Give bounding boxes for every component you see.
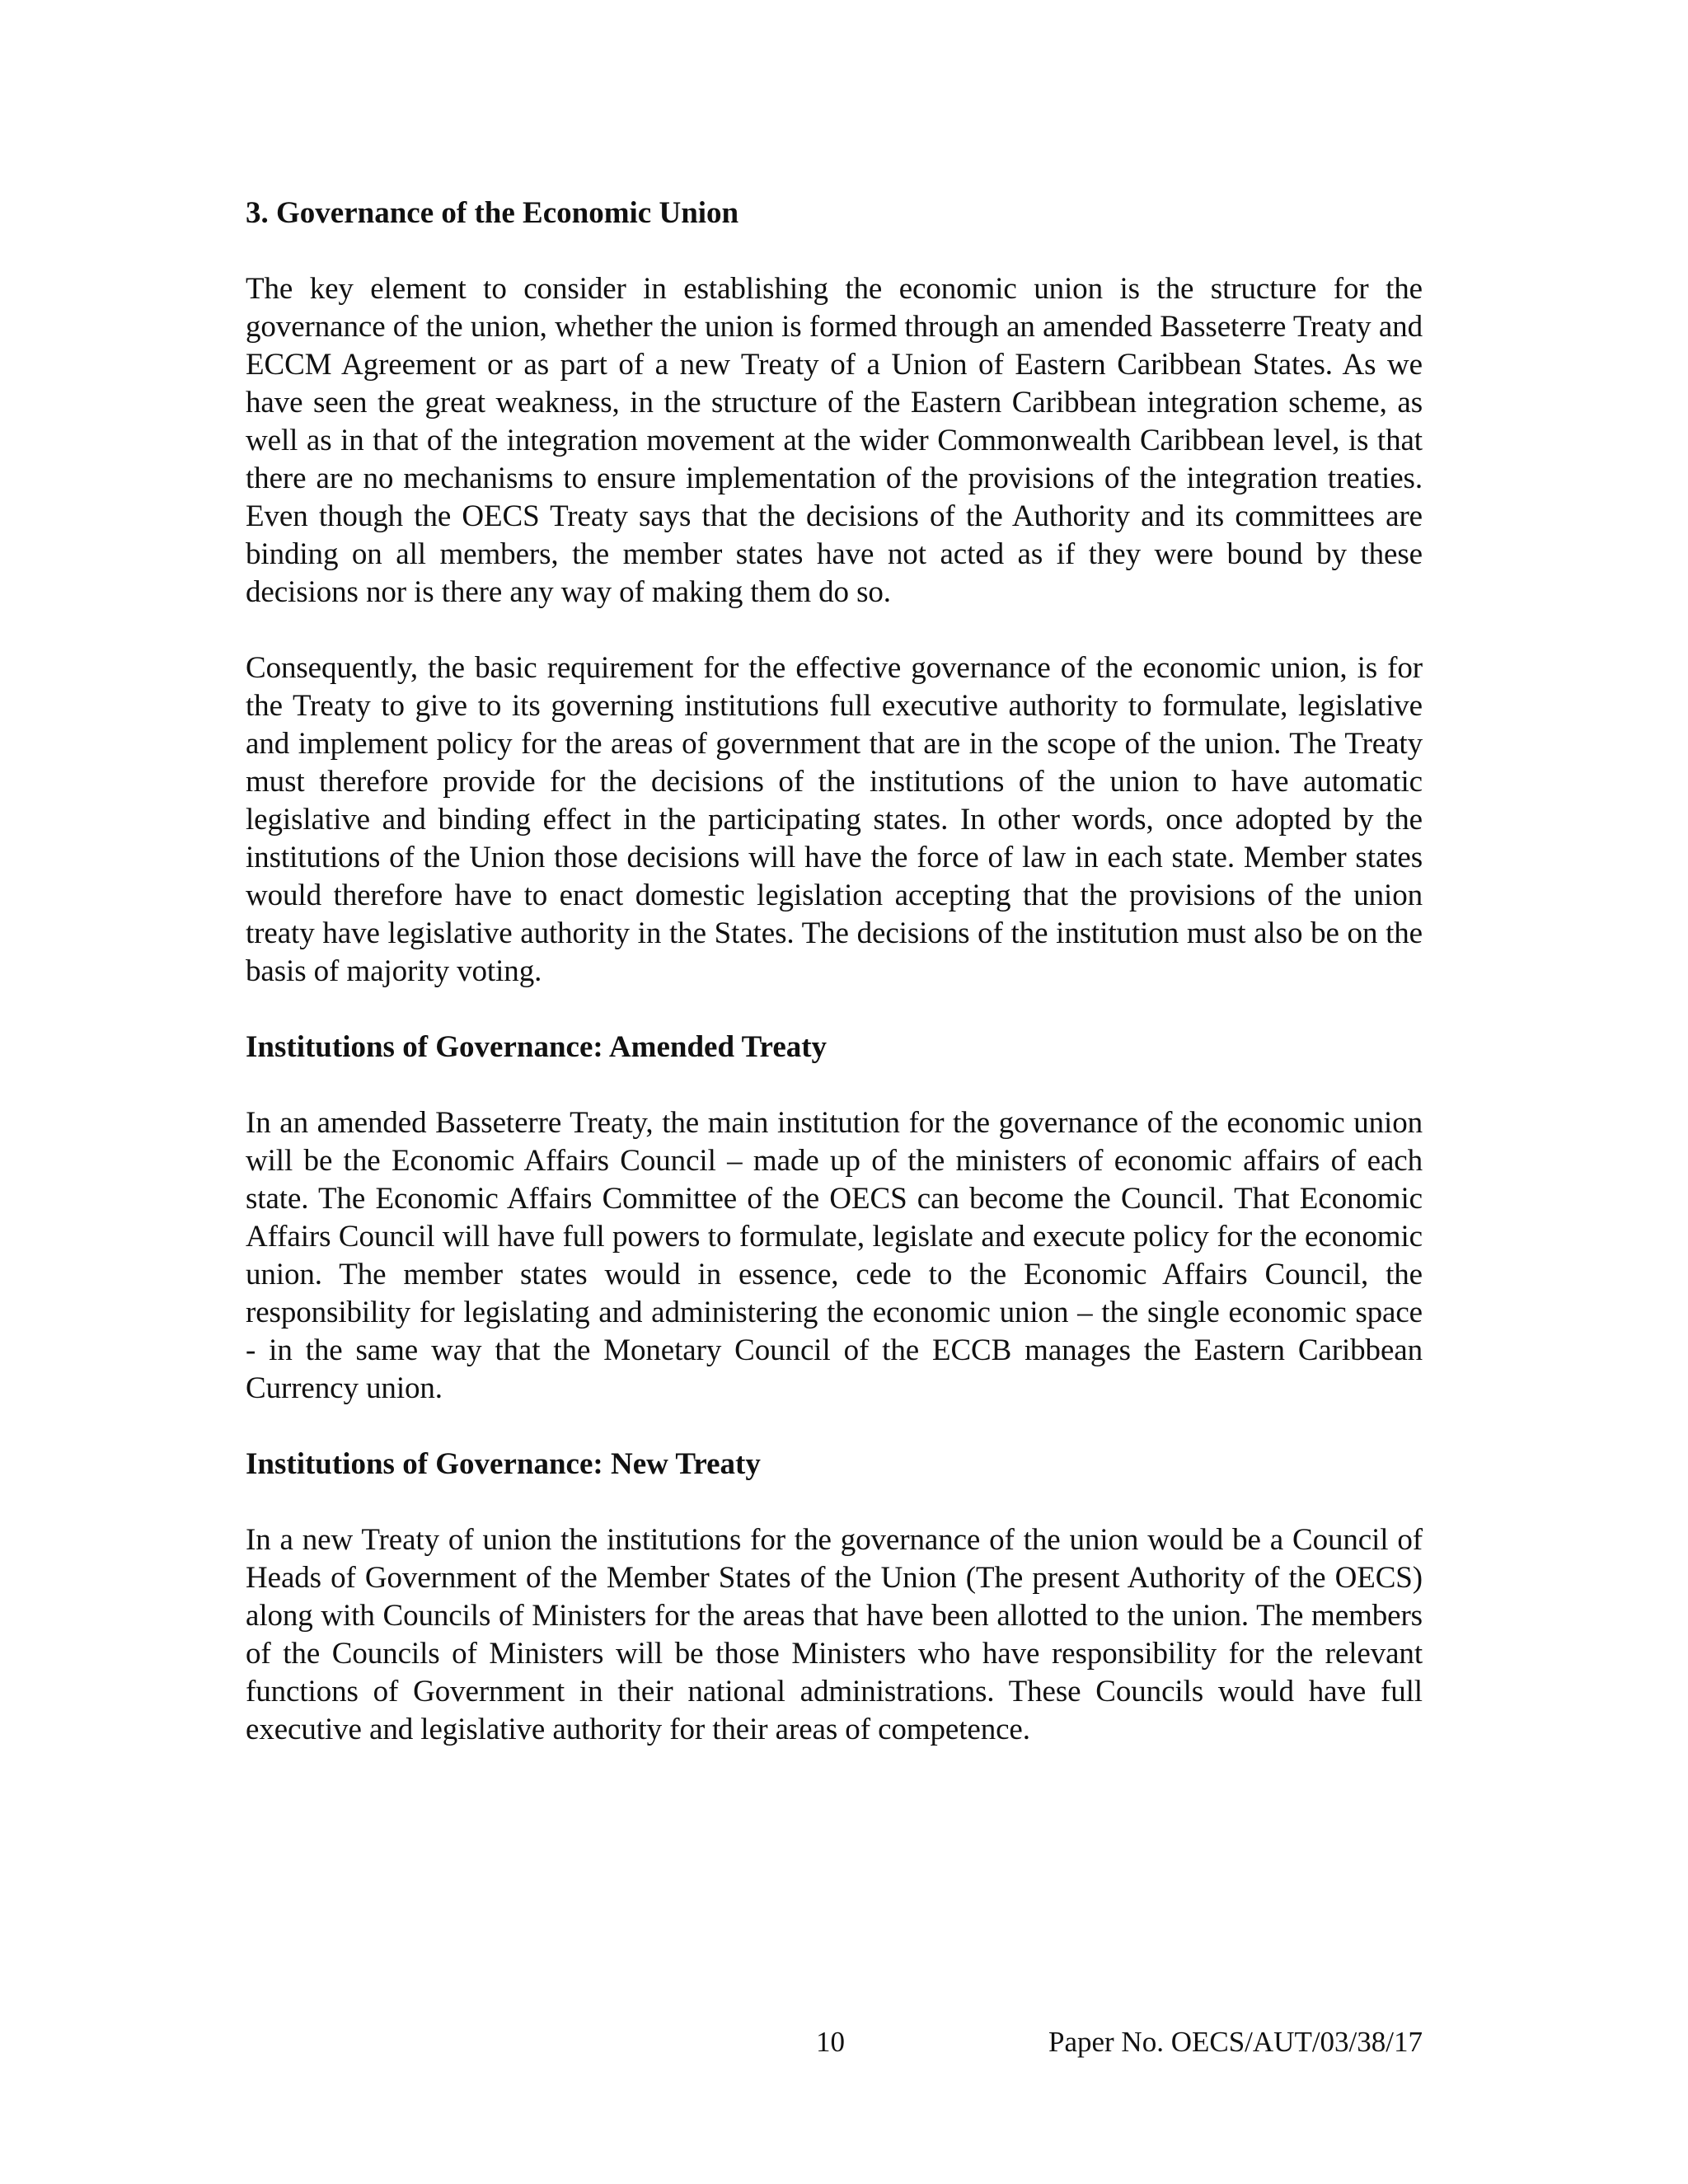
page-footer bbox=[246, 2023, 1423, 2061]
amended-treaty-heading: Institutions of Governance: Amended Treaty bbox=[246, 1030, 828, 1064]
document-page bbox=[246, 194, 1423, 1787]
page-number: 10 bbox=[816, 2026, 845, 2058]
intro-paragraph: The key element to consider in establishing the economic union is the structure for the governance of the union, whether the union is formed through an amended Basseterre Treaty and ECCM Agreement or as part of a new Treaty of a Union of Eastern Caribbean States. As we have seen the great weakness, in the structure of the Eastern Caribbean integration scheme, as well as in that of the integration movement at the wider Commonwealth Caribbean level, is that there are no mechanisms to ensure implementation of the provisions of the integration treaties. Even though the OECS Treaty says that the decisions of the Authority and its committees are binding on all members, the member states have not acted as if they were bound by these decisions nor is there any way of making them do so. bbox=[246, 272, 1423, 609]
new-treaty-heading: Institutions of Governance: New Treaty bbox=[246, 1447, 761, 1481]
amended-treaty-paragraph: In an amended Basseterre Treaty, the main institution for the governance of the economic union will be the Economic Affairs Council – made up of the ministers of economic affairs of each state. The Economic Affairs Committee of the OECS can become the Council. That Economic Affairs Council will have full powers to formulate, legislate and execute policy for the economic union. The member states would in essence, cede to the Economic Affairs Council, the responsibility for legislating and administering the economic union – the single economic space - in the same way that the Monetary Council of the ECCB manages the Eastern Caribbean Currency union. bbox=[246, 1106, 1423, 1405]
section-title: 3. Governance of the Economic Union bbox=[246, 196, 739, 230]
paper-number: Paper No. OECS/AUT/03/38/17 bbox=[1048, 2026, 1423, 2058]
requirement-paragraph: Consequently, the basic requirement for the effective governance of the economic union, is for the Treaty to give to its governing institutions full executive authority to formulate, legislative and implement policy for the areas of government that are in the scope of the union. The Treaty must therefore provide for the decisions of the institutions of the union to have automatic legislative and binding effect in the participating states. In other words, once adopted by the institutions of the Union those decisions will have the force of law in each state. Member states would therefore have to enact domestic legislation accepting that the provisions of the union treaty have legislative authority in the States. The decisions of the institution must also be on the basis of majority voting. bbox=[246, 651, 1423, 988]
new-treaty-paragraph: In a new Treaty of union the institutions for the governance of the union would be a Council of Heads of Government of the Member States of the Union (The present Authority of the OECS) along with Councils of Ministers for the areas that have been allotted to the union. The members of the Councils of Ministers will be those Ministers who have responsibility for the relevant functions of Government in their national administrations. These Councils would have full executive and legislative authority for their areas of competence. bbox=[246, 1523, 1423, 1746]
